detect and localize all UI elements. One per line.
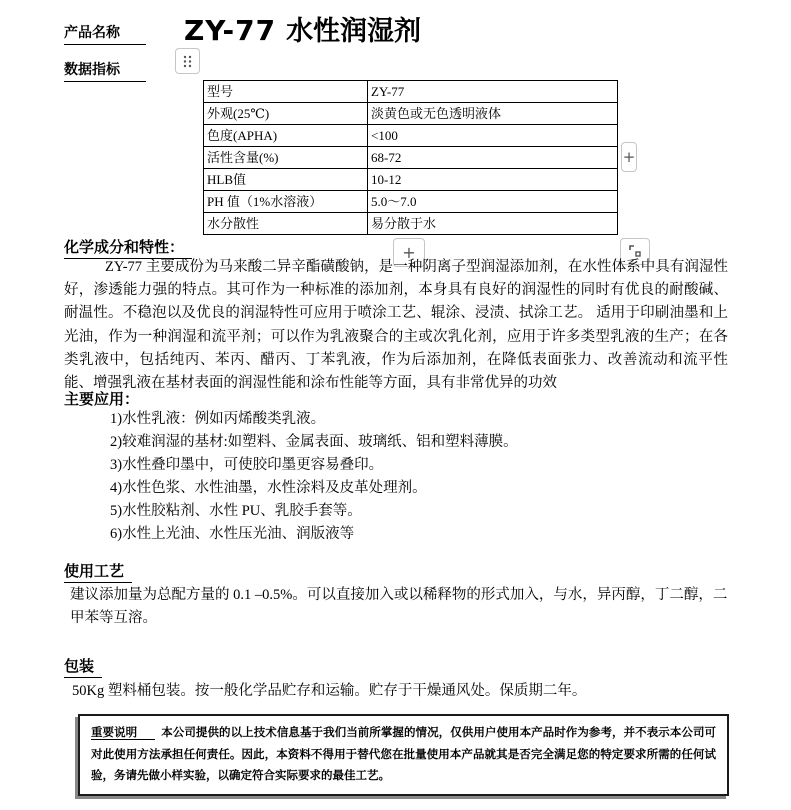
section-heading-chemistry: 化学成分和特性： bbox=[64, 236, 192, 259]
spec-label-cell: PH 值（1%水溶液） bbox=[204, 191, 368, 213]
title-product-name: 水性润湿剂 bbox=[286, 16, 422, 46]
application-list-item: 6)水性上光油、水性压光油、润版液等 bbox=[110, 526, 355, 542]
spec-value-cell: ZY-77 bbox=[368, 81, 618, 103]
spec-label-cell: 水分散性 bbox=[204, 213, 368, 235]
section-heading-packaging: 包装 bbox=[64, 655, 102, 678]
application-list-item: 5)水性胶粘剂、水性 PU、乳胶手套等。 bbox=[110, 503, 362, 519]
section-heading-usage: 使用工艺 bbox=[64, 560, 132, 583]
applications-list bbox=[110, 408, 518, 546]
spec-label-cell: 活性含量(%) bbox=[204, 147, 368, 169]
page-title bbox=[184, 9, 421, 48]
plus-icon: + bbox=[622, 147, 636, 166]
chemistry-paragraph: ZY-77 主要成份为马来酸二异辛酯磺酸钠，是一种阴离子型润湿添加剂，在水性体系中具有润湿性好，渗透能力强的特点。其可作为一种标准的添加剂，本身具有良好的润湿性的同时有优良的耐酸碱、耐温性。不稳泡以及优良的润湿特性可应用于喷涂工艺、辊涂、浸渍、拭涂工艺。 适用于印刷油墨和上光油，作为一种润湿和流平剂；可以作为乳液聚合的主或次乳化剂，应用于许多类型乳液的生产；在各类乳液中，包括纯丙、苯丙、醋丙、丁苯乳液，作为后添加剂，在降低表面张力、改善流动和流平性能、增强乳液在基材表面的润湿性能和涂布性能等方面，具有非常优异的功效 bbox=[64, 259, 728, 392]
spec-label-cell: HLB值 bbox=[204, 169, 368, 191]
section-heading-applications: 主要应用： bbox=[64, 392, 140, 408]
data-index-label: 数据指标 bbox=[64, 59, 146, 82]
packaging-paragraph: 50Kg 塑料桶包装。按一般化学品贮存和运输。贮存于干燥通风处。保质期二年。 bbox=[72, 683, 587, 699]
spec-table-row bbox=[204, 103, 618, 125]
spec-label-cell: 色度(APHA) bbox=[204, 125, 368, 147]
usage-paragraph: 建议添加量为总配方量的 0.1 –0.5%。可以直接加入或以稀释物的形式加入，与水，异丙醇，丁二醇，二甲苯等互溶。 bbox=[70, 587, 728, 627]
notice-body: 本公司提供的以上技术信息基于我们当前所掌握的情况，仅供用户使用本产品时作为参考，并不表示本公司可对此使用方法承担任何责任。因此，本资料不得用于替代您在批量使用本产品就其是否完全满足您的特定要求所需的任何试验，务请先做小样实验，以确定符合实际要求的最佳工艺。 bbox=[91, 727, 717, 782]
spec-table-row bbox=[204, 147, 618, 169]
application-list-item: 1)水性乳液：例如丙烯酸类乳液。 bbox=[110, 411, 326, 427]
application-list-item: 2)较难润湿的基材:如塑料、金属表面、玻璃纸、铝和塑料薄膜。 bbox=[110, 434, 518, 450]
spec-table-row bbox=[204, 125, 618, 147]
spec-table-row bbox=[204, 191, 618, 213]
spec-table bbox=[203, 80, 618, 235]
spec-value-cell: 易分散于水 bbox=[368, 213, 618, 235]
application-list-item: 4)水性色浆、水性油墨，水性涂料及皮革处理剂。 bbox=[110, 480, 427, 496]
spec-value-cell: <100 bbox=[368, 125, 618, 147]
spec-table-row bbox=[204, 213, 618, 235]
spec-value-cell: 5.0～7.0 bbox=[368, 191, 618, 213]
important-notice-box bbox=[78, 714, 729, 796]
spec-value-cell: 68-72 bbox=[368, 147, 618, 169]
title-model-code: ZY-77 bbox=[184, 14, 277, 47]
spec-table-row bbox=[204, 169, 618, 191]
notice-heading: 重要说明 bbox=[91, 727, 155, 740]
insert-column-button[interactable] bbox=[621, 142, 637, 172]
spec-label-cell: 外观(25℃) bbox=[204, 103, 368, 125]
spec-table-row bbox=[204, 81, 618, 103]
spec-value-cell: 10-12 bbox=[368, 169, 618, 191]
product-name-label: 产品名称 bbox=[64, 22, 146, 45]
table-drag-handle[interactable] bbox=[175, 48, 200, 74]
plus-icon: + bbox=[402, 242, 416, 262]
spec-label-cell: 型号 bbox=[204, 81, 368, 103]
drag-handle-icon bbox=[183, 55, 192, 68]
application-list-item: 3)水性叠印墨中，可使胶印墨更容易叠印。 bbox=[110, 457, 384, 473]
spec-value-cell: 淡黄色或无色透明液体 bbox=[368, 103, 618, 125]
